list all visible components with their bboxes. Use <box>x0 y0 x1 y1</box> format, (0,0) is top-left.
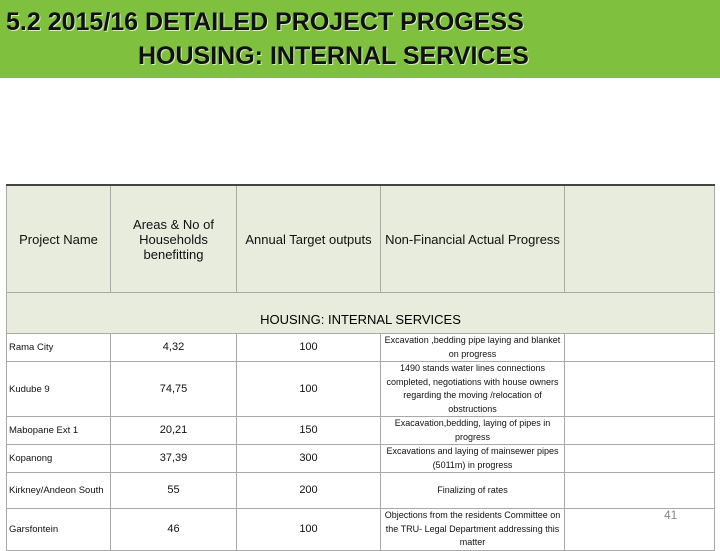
row-empty <box>565 509 715 551</box>
table-row <box>7 473 715 509</box>
title-line-1: 5.2 2015/16 DETAILED PROJECT PROGESS <box>6 8 524 36</box>
row-target: 150 <box>237 417 381 445</box>
header-project-name: Project Name <box>7 185 111 293</box>
row-project-name: Mabopane Ext 1 <box>7 417 111 445</box>
row-areas: 74,75 <box>111 362 237 417</box>
row-project-name: Kopanong <box>7 445 111 473</box>
section-row <box>7 293 715 334</box>
row-target: 300 <box>237 445 381 473</box>
row-target: 200 <box>237 473 381 509</box>
row-progress: Excavations and laying of mainsewer pipes (5011m) in progress <box>381 445 565 473</box>
row-areas: 55 <box>111 473 237 509</box>
page-number: 41 <box>664 508 678 522</box>
row-target: 100 <box>237 362 381 417</box>
header-annual-target: Annual Target outputs <box>237 185 381 293</box>
table-row <box>7 509 715 551</box>
row-empty <box>565 362 715 417</box>
project-progress-table <box>6 184 715 551</box>
table-row <box>7 362 715 417</box>
table-row <box>7 334 715 362</box>
row-areas: 46 <box>111 509 237 551</box>
row-project-name: Garsfontein <box>7 509 111 551</box>
row-empty <box>565 334 715 362</box>
table-row <box>7 417 715 445</box>
row-progress: Finalizing of rates <box>381 473 565 509</box>
title-bar <box>0 0 720 78</box>
row-progress: 1490 stands water lines connections completed, negotiations with house owners regarding the moving /relocation of obstructions <box>381 362 565 417</box>
row-project-name: Rama City <box>7 334 111 362</box>
row-empty <box>565 473 715 509</box>
row-project-name: Kudube 9 <box>7 362 111 417</box>
row-project-name: Kirkney/Andeon South <box>7 473 111 509</box>
row-target: 100 <box>237 334 381 362</box>
row-progress: Exacavation,bedding, laying of pipes in progress <box>381 417 565 445</box>
row-areas: 37,39 <box>111 445 237 473</box>
row-empty <box>565 445 715 473</box>
header-areas: Areas & No of Households benefitting <box>111 185 237 293</box>
row-target: 100 <box>237 509 381 551</box>
title-line-2: HOUSING: INTERNAL SERVICES <box>138 42 529 70</box>
table-header-row <box>7 185 715 293</box>
row-areas: 20,21 <box>111 417 237 445</box>
header-empty <box>565 185 715 293</box>
row-areas: 4,32 <box>111 334 237 362</box>
header-progress: Non-Financial Actual Progress <box>381 185 565 293</box>
section-label: HOUSING: INTERNAL SERVICES <box>7 293 715 334</box>
table-row <box>7 445 715 473</box>
row-progress: Objections from the residents Committee on the TRU- Legal Department addressing this matter <box>381 509 565 551</box>
row-empty <box>565 417 715 445</box>
row-progress: Excavation ,bedding pipe laying and blanket on progress <box>381 334 565 362</box>
